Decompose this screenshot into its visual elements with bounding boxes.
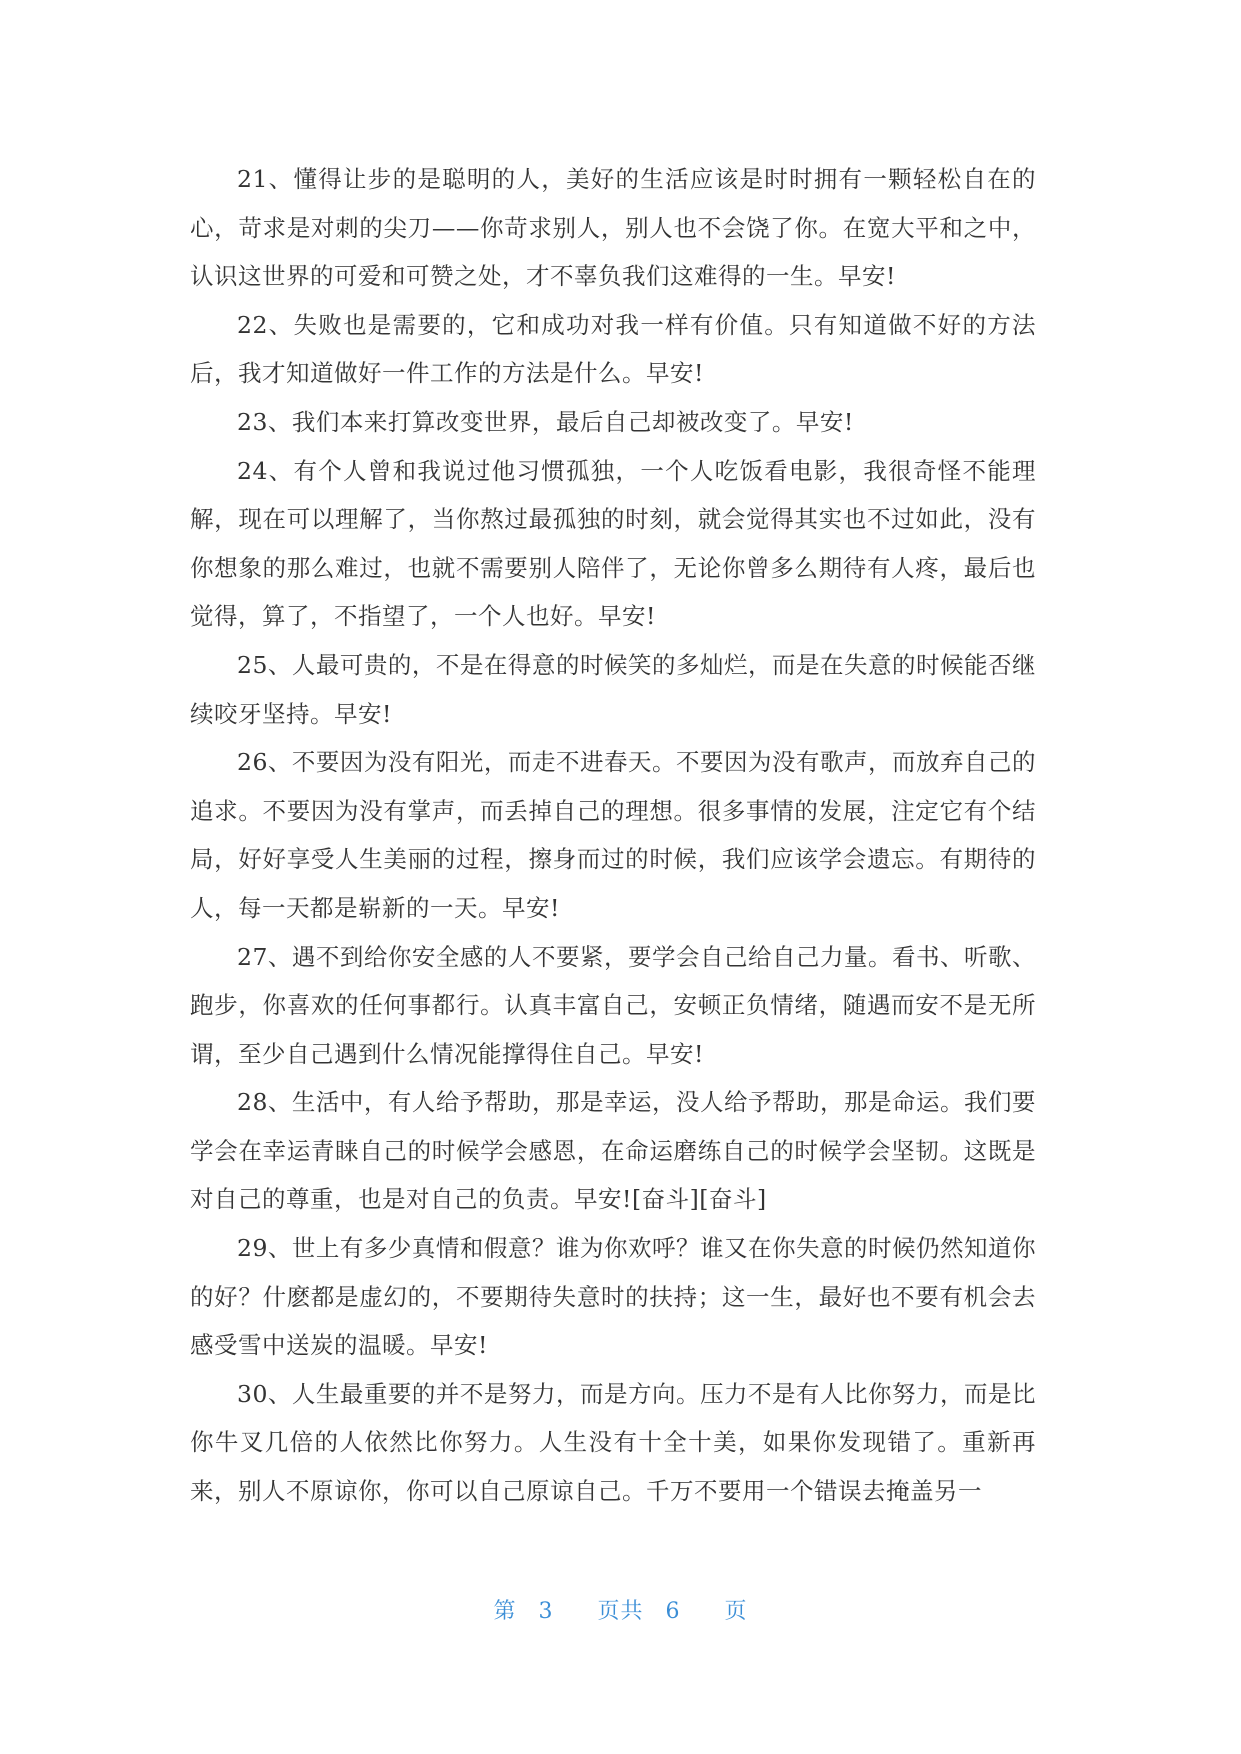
paragraph: 21、懂得让步的是聪明的人，美好的生活应该是时时拥有一颗轻松自在的心，苛求是对刺的尖刀——你苛求别人，别人也不会饶了你。在宽大平和之中，认识这世界的可爱和可赞之处，才不辜负我们这难得的一生。早安!	[190, 165, 1036, 291]
footer-middle: 页共	[597, 1599, 644, 1624]
paragraph: 24、有个人曾和我说过他习惯孤独，一个人吃饭看电影，我很奇怪不能理解，现在可以理解了，当你熬过最孤独的时刻，就会觉得其实也不过如此，没有你想象的那么难过，也就不需要别人陪伴了，无论你曾多么期待有人疼，最后也觉得，算了，不指望了，一个人也好。早安!	[190, 456, 1036, 631]
paragraph: 26、不要因为没有阳光，而走不进春天。不要因为没有歌声，而放弃自己的追求。不要因为没有掌声，而丢掉自己的理想。很多事情的发展，注定它有个结局，好好享受人生美丽的过程，擦身而过的时候，我们应该学会遗忘。有期待的人，每一天都是崭新的一天。早安!	[190, 748, 1036, 922]
paragraph: 25、人最可贵的，不是在得意的时候笑的多灿烂，而是在失意的时候能否继续咬牙坚持。早安!	[190, 650, 1036, 728]
footer-total-pages: 6	[665, 1599, 681, 1624]
paragraph: 28、生活中，有人给予帮助，那是幸运，没人给予帮助，那是命运。我们要学会在幸运青睐自己的时候学会感恩，在命运磨练自己的时候学会坚韧。这既是对自己的尊重，也是对自己的负责。早安![奋斗][奋斗]	[190, 1088, 1036, 1214]
footer-suffix: 页	[724, 1599, 748, 1624]
paragraph: 22、失败也是需要的，它和成功对我一样有价值。只有知道做不好的方法后，我才知道做好一件工作的方法是什么。早安!	[190, 310, 1036, 388]
footer-current-page: 3	[538, 1599, 554, 1624]
paragraph: 27、遇不到给你安全感的人不要紧，要学会自己给自己力量。看书、听歌、跑步，你喜欢的任何事都行。认真丰富自己，安顿正负情绪，随遇而安不是无所谓，至少自己遇到什么情况能撑得住自己。早安!	[190, 942, 1036, 1068]
paragraph: 29、世上有多少真情和假意？谁为你欢呼？谁又在你失意的时候仍然知道你的好？什麽都是虚幻的，不要期待失意时的扶持；这一生，最好也不要有机会去感受雪中送炭的温暖。早安!	[190, 1234, 1036, 1360]
footer-prefix: 第	[493, 1599, 517, 1624]
document-body	[190, 155, 1036, 1516]
paragraph: 30、人生最重要的并不是努力，而是方向。压力不是有人比你努力，而是比你牛叉几倍的人依然比你努力。人生没有十全十美，如果你发现错了。重新再来，别人不原谅你，你可以自己原谅自己。千万不要用一个错误去掩盖另一	[190, 1379, 1036, 1506]
paragraph: 23、我们本来打算改变世界，最后自己却被改变了。早安!	[237, 407, 854, 436]
page-footer	[0, 1594, 1241, 1625]
